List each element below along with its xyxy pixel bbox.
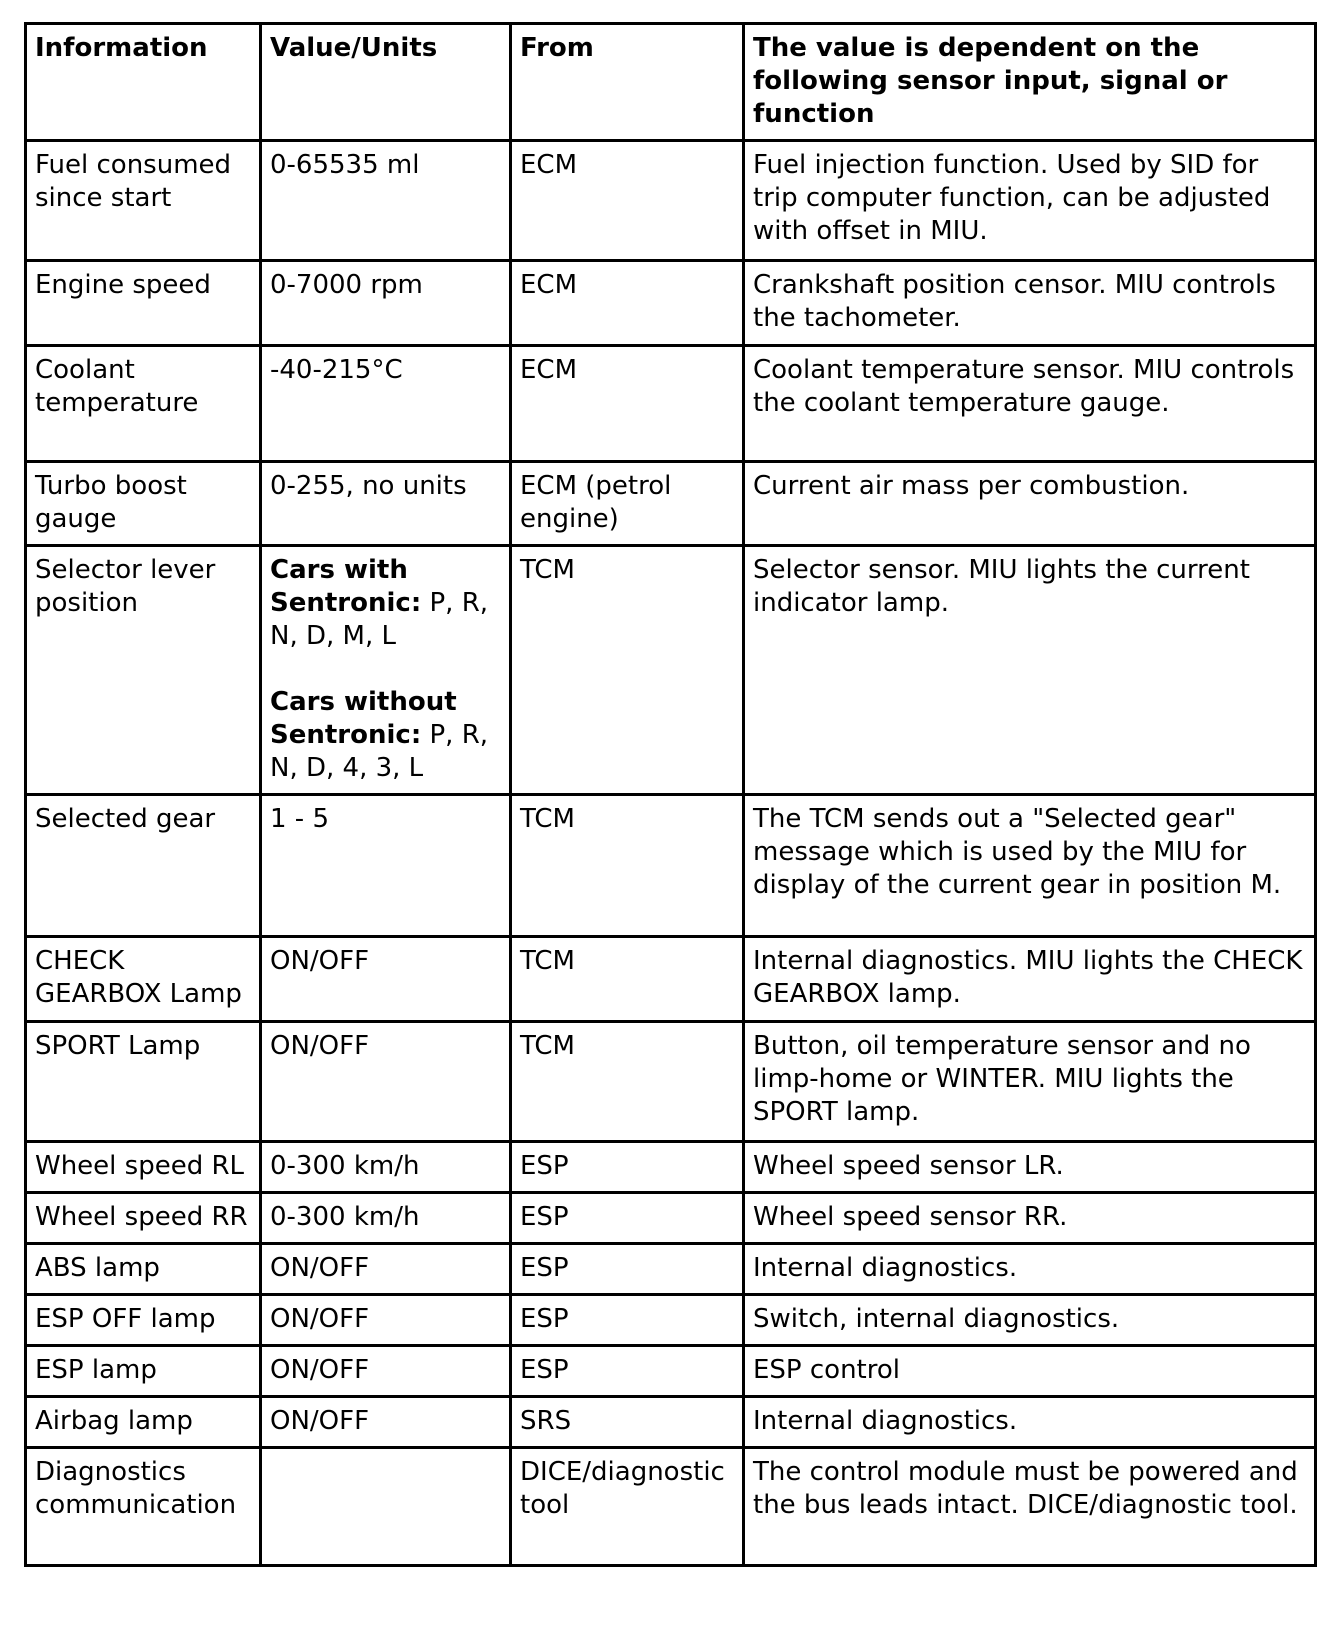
cell-value: 0-255, no units — [262, 463, 512, 547]
cell-information: Coolant temperature — [27, 347, 262, 463]
cell-information: ABS lamp — [27, 1245, 262, 1296]
cell-information: Diagnostics communication — [27, 1449, 262, 1567]
table-row — [27, 1347, 1317, 1398]
cell-dependency: Selector sensor. MIU lights the current indicator lamp. — [745, 547, 1317, 796]
cell-value — [262, 1449, 512, 1567]
table-row — [27, 938, 1317, 1023]
cell-information: Wheel speed RL — [27, 1143, 262, 1194]
cell-value: ON/OFF — [262, 1023, 512, 1143]
cell-information: Fuel consumed since start — [27, 142, 262, 262]
value-sentronic-text: P, R, N, D, M, L — [270, 588, 489, 651]
cell-value: -40-215°C — [262, 347, 512, 463]
cell-from: ECM (petrol engine) — [512, 463, 745, 547]
cell-from: ESP — [512, 1143, 745, 1194]
cell-information: Wheel speed RR — [27, 1194, 262, 1245]
cell-value — [262, 547, 512, 796]
table-row — [27, 463, 1317, 547]
cell-dependency: Wheel speed sensor RR. — [745, 1194, 1317, 1245]
value-no-sentronic-text: P, R, N, D, 4, 3, L — [270, 720, 489, 783]
cell-value: 0-7000 rpm — [262, 262, 512, 347]
cell-information: Selected gear — [27, 796, 262, 938]
signal-table — [24, 22, 1317, 1567]
cell-value: ON/OFF — [262, 938, 512, 1023]
cell-information: SPORT Lamp — [27, 1023, 262, 1143]
cell-dependency: Coolant temperature sensor. MIU controls the coolant temperature gauge. — [745, 347, 1317, 463]
cell-dependency: Internal diagnostics. — [745, 1245, 1317, 1296]
cell-value: 0-300 km/h — [262, 1143, 512, 1194]
cell-from: ESP — [512, 1245, 745, 1296]
header-from: From — [512, 25, 745, 142]
cell-value: ON/OFF — [262, 1347, 512, 1398]
header-dependency: The value is dependent on the following sensor input, signal or function — [745, 25, 1317, 142]
cell-from: DICE/diagnostic tool — [512, 1449, 745, 1567]
cell-dependency: ESP control — [745, 1347, 1317, 1398]
table-row — [27, 1245, 1317, 1296]
cell-value: ON/OFF — [262, 1398, 512, 1449]
table-row — [27, 1296, 1317, 1347]
header-value-units: Value/Units — [262, 25, 512, 142]
table-row — [27, 1143, 1317, 1194]
cell-information: Turbo boost gauge — [27, 463, 262, 547]
cell-value: ON/OFF — [262, 1296, 512, 1347]
cell-from: TCM — [512, 796, 745, 938]
value-no-sentronic — [270, 686, 501, 785]
table-row — [27, 262, 1317, 347]
cell-dependency: Internal diagnostics. — [745, 1398, 1317, 1449]
cell-information: Engine speed — [27, 262, 262, 347]
cell-value: 0-65535 ml — [262, 142, 512, 262]
cell-from: ESP — [512, 1296, 745, 1347]
cell-dependency: Current air mass per combustion. — [745, 463, 1317, 547]
cell-from: TCM — [512, 1023, 745, 1143]
table-row — [27, 142, 1317, 262]
cell-information: Selector lever position — [27, 547, 262, 796]
cell-value: ON/OFF — [262, 1245, 512, 1296]
cell-information: Airbag lamp — [27, 1398, 262, 1449]
cell-from: ESP — [512, 1194, 745, 1245]
table-row — [27, 796, 1317, 938]
table-row — [27, 1449, 1317, 1567]
table-row — [27, 1023, 1317, 1143]
table-row — [27, 1398, 1317, 1449]
cell-from: ECM — [512, 142, 745, 262]
value-sentronic — [270, 554, 501, 653]
cell-information: ESP lamp — [27, 1347, 262, 1398]
cell-from: TCM — [512, 938, 745, 1023]
table-row — [27, 347, 1317, 463]
cell-value: 0-300 km/h — [262, 1194, 512, 1245]
cell-from: SRS — [512, 1398, 745, 1449]
cell-dependency: Wheel speed sensor LR. — [745, 1143, 1317, 1194]
cell-dependency: Switch, internal diagnostics. — [745, 1296, 1317, 1347]
cell-information: ESP OFF lamp — [27, 1296, 262, 1347]
cell-dependency: Button, oil temperature sensor and no limp-home or WINTER. MIU lights the SPORT lamp. — [745, 1023, 1317, 1143]
cell-dependency: Crankshaft position censor. MIU controls the tachometer. — [745, 262, 1317, 347]
table-row — [27, 1194, 1317, 1245]
cell-value: 1 - 5 — [262, 796, 512, 938]
header-information: Information — [27, 25, 262, 142]
cell-from: ESP — [512, 1347, 745, 1398]
cell-dependency: Fuel injection function. Used by SID for trip computer function, can be adjusted with offset in MIU. — [745, 142, 1317, 262]
header-row — [27, 25, 1317, 142]
table-row — [27, 547, 1317, 796]
cell-dependency: The TCM sends out a "Selected gear" message which is used by the MIU for display of the current gear in position M. — [745, 796, 1317, 938]
cell-from: ECM — [512, 262, 745, 347]
value-sentronic-label: Cars with Sentronic: — [270, 555, 422, 618]
value-no-sentronic-label: Cars without Sentronic: — [270, 687, 457, 750]
cell-dependency: The control module must be powered and the bus leads intact. DICE/diagnostic tool. — [745, 1449, 1317, 1567]
cell-dependency: Internal diagnostics. MIU lights the CHECK GEARBOX lamp. — [745, 938, 1317, 1023]
cell-from: TCM — [512, 547, 745, 796]
cell-information: CHECK GEARBOX Lamp — [27, 938, 262, 1023]
cell-from: ECM — [512, 347, 745, 463]
